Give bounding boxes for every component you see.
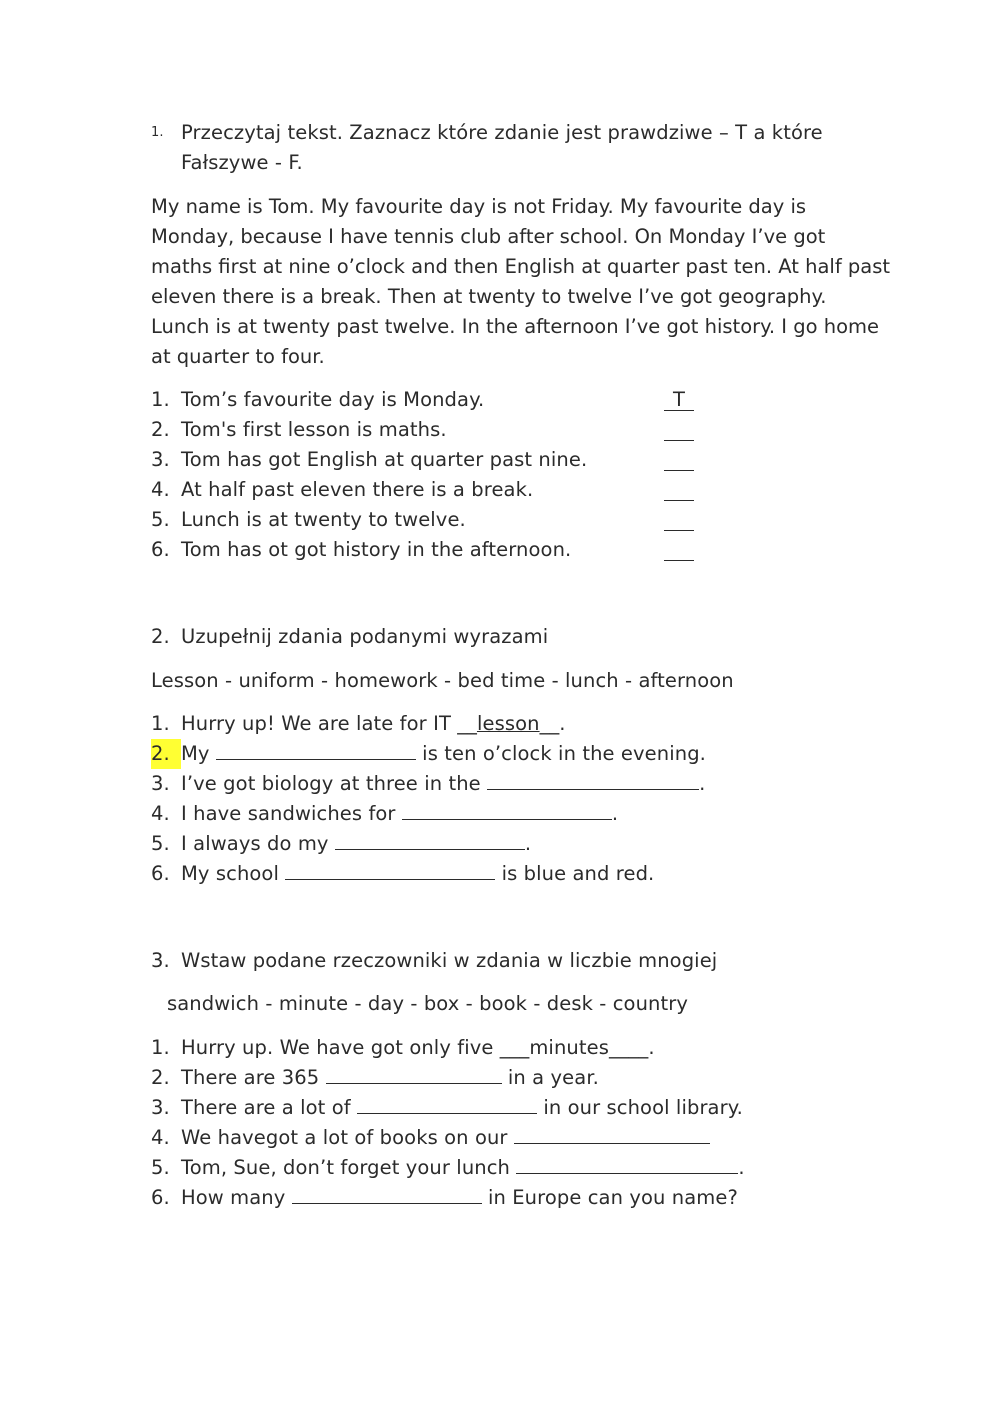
item-sentence <box>181 799 618 829</box>
statement-text: Tom has ot got history in the afternoon. <box>181 538 572 561</box>
paragraph-line: Lunch is at twenty past twelve. In the afternoon I’ve got history. I go home <box>151 315 880 338</box>
item-text-after: . <box>524 832 532 855</box>
item-number: 6. <box>151 862 170 885</box>
answer-underline <box>664 500 694 501</box>
item-sentence <box>181 1123 710 1153</box>
answer-field[interactable] <box>664 415 694 445</box>
answer-blank-filled[interactable] <box>457 712 559 735</box>
paragraph-line: maths first at nine o’clock and then English at quarter past ten. At half past <box>151 255 891 278</box>
item-text-after: is blue and red. <box>495 862 655 885</box>
statement-text: Tom's first lesson is maths. <box>181 418 447 441</box>
answer-field[interactable] <box>664 475 694 505</box>
item-text-after: in a year. <box>501 1066 599 1089</box>
paragraph-line: at quarter to four. <box>151 345 325 368</box>
item-number: 2. <box>151 1066 170 1089</box>
item-number: 3. <box>151 772 170 795</box>
answer-blank[interactable] <box>487 769 699 790</box>
item-text-before: Hurry up! We are late for IT <box>181 712 458 735</box>
item-text-after: is ten o’clock in the evening. <box>415 742 706 765</box>
item-sentence <box>181 1063 599 1093</box>
statement-number: 1. <box>151 388 170 411</box>
item-text-after: . <box>611 802 619 825</box>
answer-blank[interactable] <box>402 799 612 820</box>
blank-lead: __ <box>457 712 477 735</box>
task2-instruction-text: Uzupełnij zdania podanymi wyrazami <box>181 625 549 648</box>
item-text-after: . <box>738 1156 745 1179</box>
statement-text: At half past eleven there is a break. <box>181 478 534 501</box>
item-number: 5. <box>151 1156 170 1179</box>
task1-reading-text <box>151 192 891 372</box>
item-text-before: How many <box>181 1186 292 1209</box>
task3-number: 3. <box>151 949 170 972</box>
item-sentence <box>181 1033 655 1063</box>
item-number: 5. <box>151 832 170 855</box>
answer-blank[interactable] <box>326 1063 502 1084</box>
statement-text: Tom’s favourite day is Monday. <box>181 388 485 411</box>
statement-number: 3. <box>151 448 170 471</box>
task3-word-bank: sandwich - minute - day - box - book - desk - country <box>167 992 689 1015</box>
answer-blank-filled[interactable]: ___minutes____ <box>499 1036 649 1059</box>
item-text-before: Tom, Sue, don’t forget your lunch <box>181 1156 517 1179</box>
item-number: 4. <box>151 802 170 825</box>
statement-text: Lunch is at twenty to twelve. <box>181 508 466 531</box>
task2-word-bank: Lesson - uniform - homework - bed time - lunch - afternoon <box>151 669 734 692</box>
item-number: 3. <box>151 1096 170 1119</box>
item-text-after: in Europe can you name? <box>481 1186 738 1209</box>
item-text-before: We havegot a lot of books on our <box>181 1126 514 1149</box>
item-sentence <box>181 859 654 889</box>
statement-number: 6. <box>151 538 170 561</box>
item-sentence <box>181 1093 743 1123</box>
statement-number: 4. <box>151 478 170 501</box>
item-sentence <box>181 829 531 859</box>
item-sentence <box>181 1183 738 1213</box>
task2-number: 2. <box>151 625 170 648</box>
statement-number: 5. <box>151 508 170 531</box>
answer-underline <box>664 440 694 441</box>
answer-blank[interactable] <box>514 1123 710 1144</box>
answer-blank[interactable] <box>335 829 525 850</box>
item-text-before: I’ve got biology at three in the <box>181 772 488 795</box>
item-number: 1. <box>151 712 170 735</box>
task1-number: 1. <box>151 125 164 140</box>
answer-blank[interactable] <box>357 1093 537 1114</box>
answer-value: T <box>673 388 685 411</box>
item-text-before: My <box>181 742 216 765</box>
item-text-after: . <box>559 712 566 735</box>
item-text-before: There are a lot of <box>181 1096 358 1119</box>
item-number-highlighted: 2. <box>151 739 181 769</box>
item-sentence <box>181 769 705 799</box>
answer-blank[interactable] <box>216 739 416 760</box>
answer-underline <box>664 530 694 531</box>
item-number: 4. <box>151 1126 170 1149</box>
task1-instruction-line1: Przeczytaj tekst. Zaznacz które zdanie jest prawdziwe – T a które <box>181 121 823 144</box>
answer-underline <box>664 470 694 471</box>
answer-field[interactable] <box>664 385 694 415</box>
paragraph-line: Monday, because I have tennis club after school. On Monday I’ve got <box>151 225 826 248</box>
answer-field[interactable] <box>664 445 694 475</box>
item-text-before: Hurry up. We have got only five <box>181 1036 500 1059</box>
answer-underline <box>664 560 694 561</box>
item-number: 1. <box>151 1036 170 1059</box>
item-sentence <box>181 709 566 739</box>
statement-text: Tom has got English at quarter past nine. <box>181 448 588 471</box>
item-text-before: There are 365 <box>181 1066 326 1089</box>
answer-field[interactable] <box>664 535 694 565</box>
answer-blank[interactable] <box>285 859 495 880</box>
paragraph-line: My name is Tom. My favourite day is not Friday. My favourite day is <box>151 195 807 218</box>
item-text-after: . <box>648 1036 655 1059</box>
item-text-before: My school <box>181 862 286 885</box>
item-text-after: . <box>699 772 706 795</box>
answer-field[interactable] <box>664 505 694 535</box>
item-sentence <box>181 1153 745 1183</box>
task3-instruction-text: Wstaw podane rzeczowniki w zdania w liczbie mnogiej <box>181 949 718 972</box>
paragraph-line: eleven there is a break. Then at twenty to twelve I’ve got geography. <box>151 285 827 308</box>
item-text-before: I always do my <box>181 832 335 855</box>
statement-number: 2. <box>151 418 170 441</box>
answer-blank[interactable] <box>292 1183 482 1204</box>
item-number: 6. <box>151 1186 170 1209</box>
blank-trail: __ <box>539 712 560 735</box>
item-text-before: I have sandwiches for <box>181 802 402 825</box>
answer-blank[interactable] <box>516 1153 738 1174</box>
task1-instruction-line2: Fałszywe - F. <box>181 151 303 174</box>
answer-value: lesson <box>476 712 540 735</box>
item-text-after: in our school library. <box>537 1096 743 1119</box>
item-sentence <box>181 739 706 769</box>
